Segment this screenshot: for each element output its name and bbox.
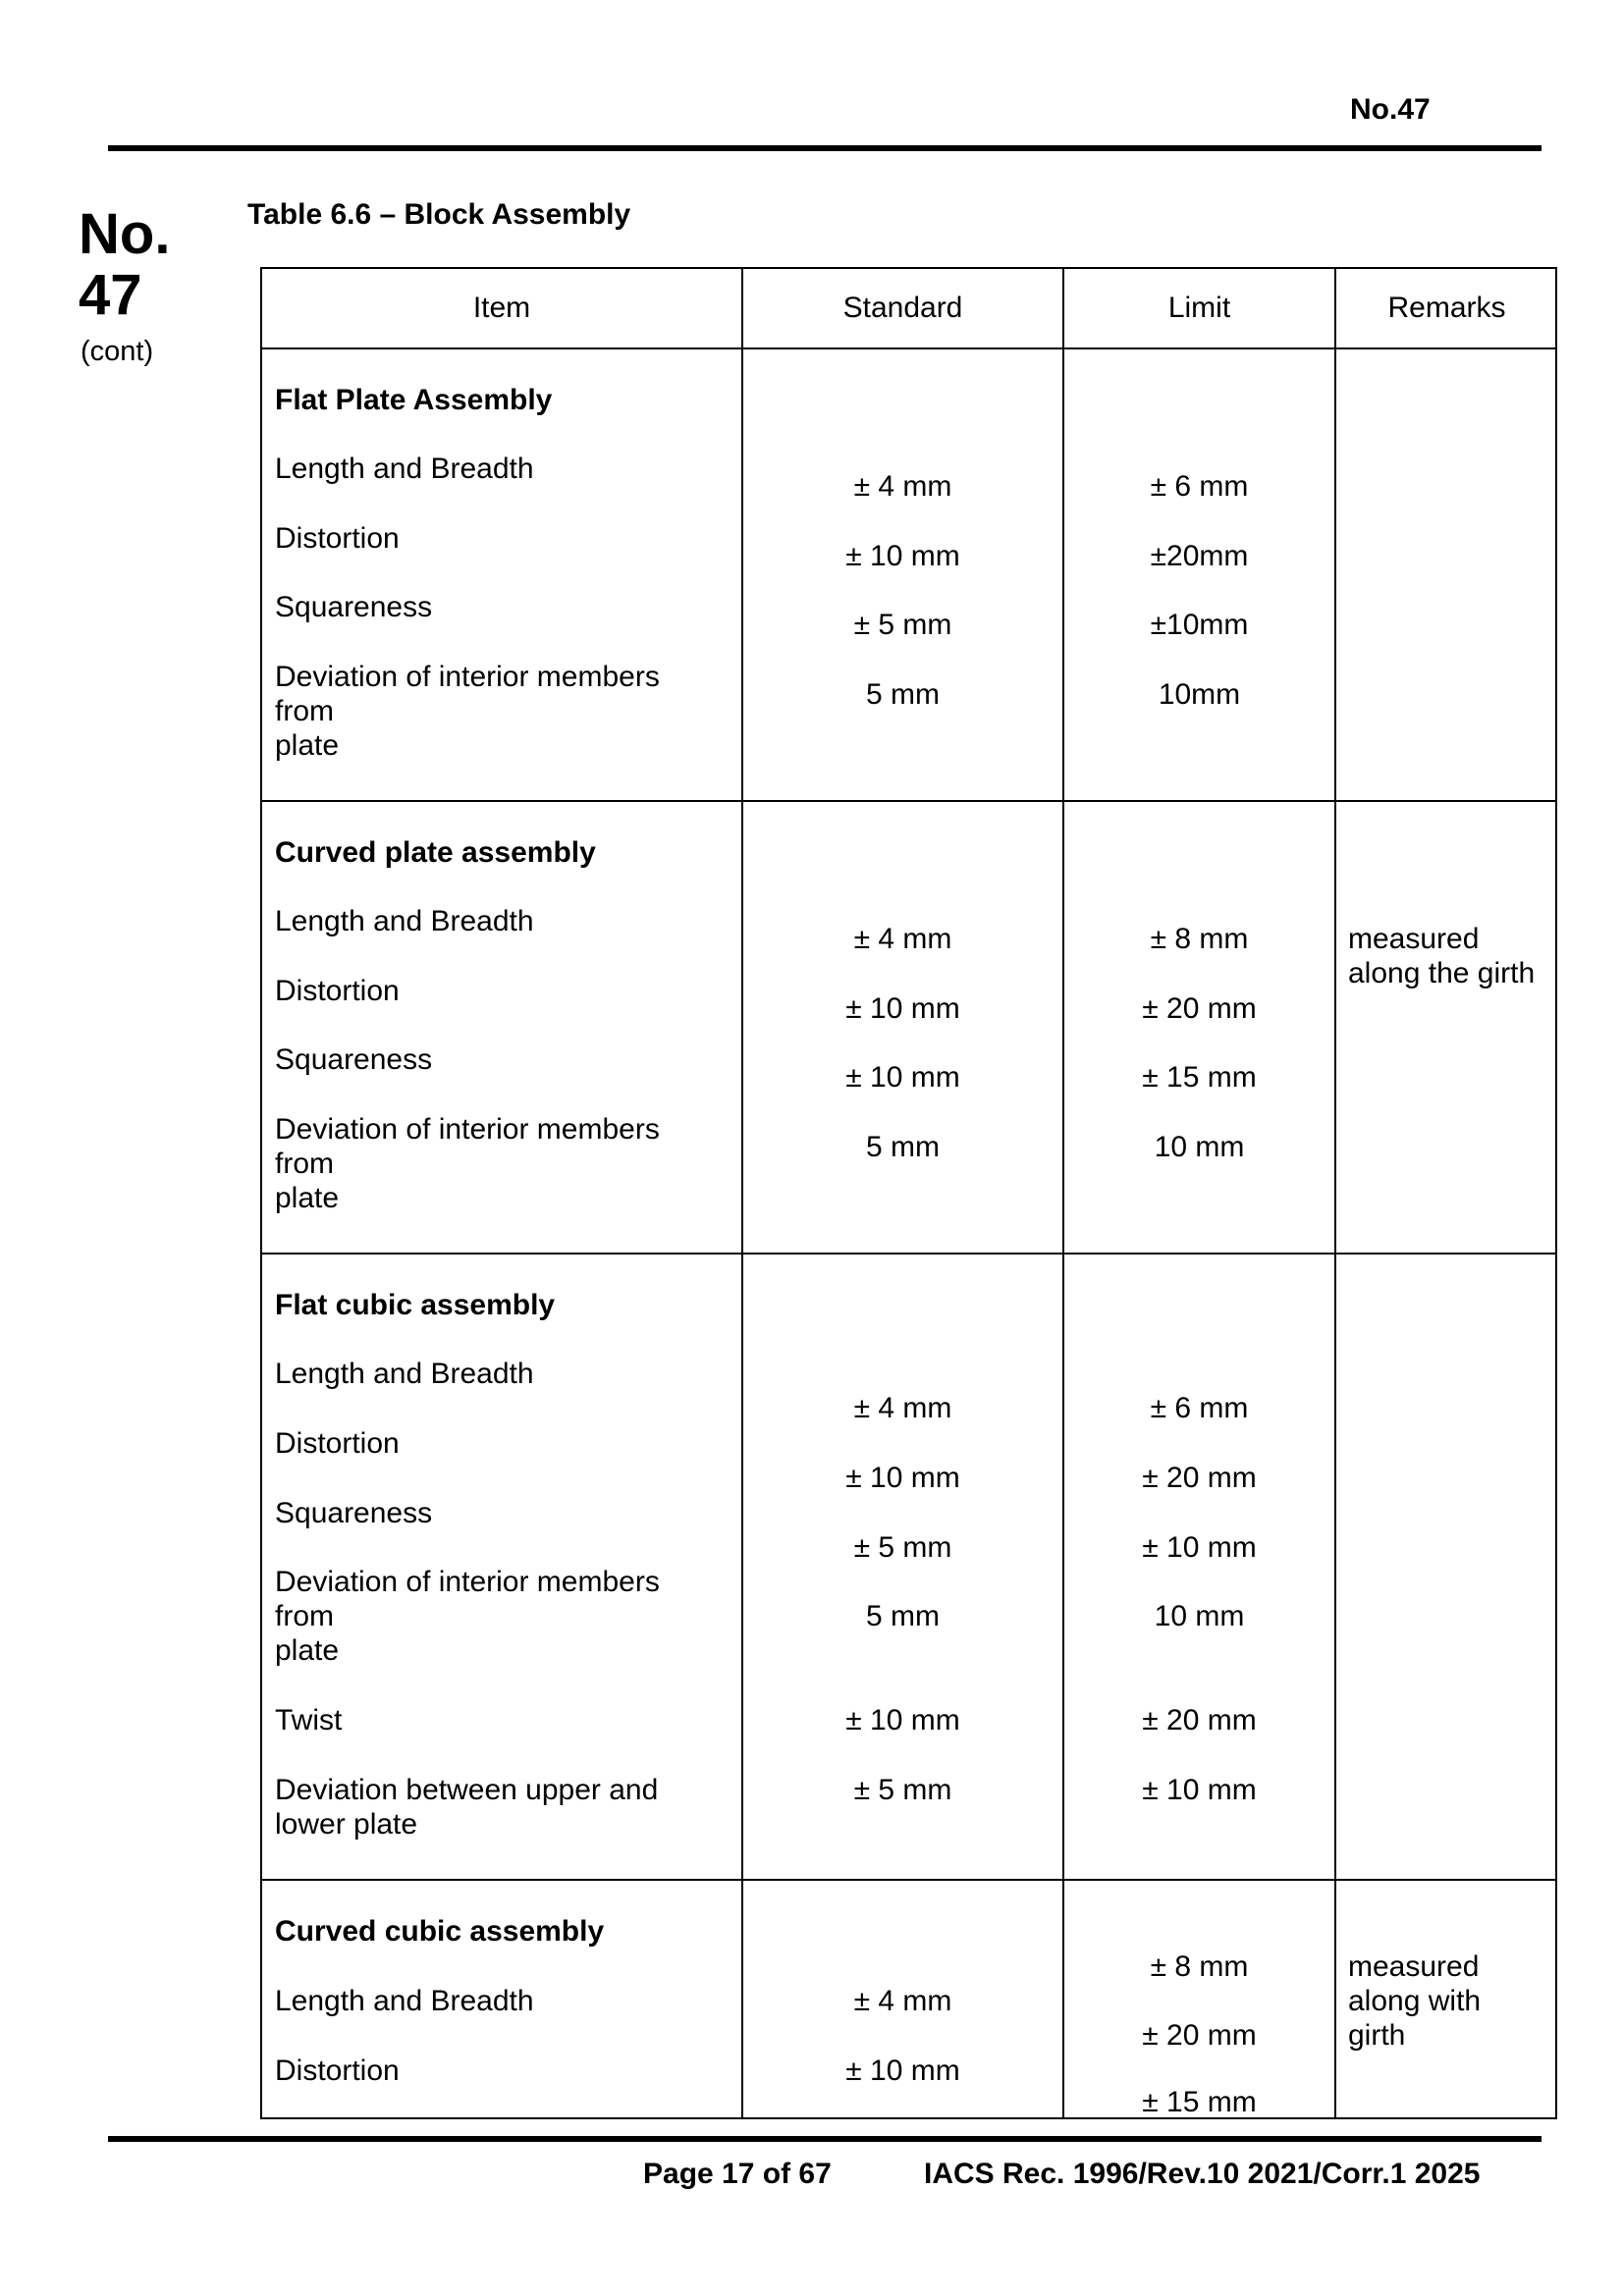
page-number: Page 17 of 67 <box>643 2158 832 2190</box>
limit-value: ± 20 mm <box>1142 1704 1257 1736</box>
section-heading: Flat Plate Assembly <box>275 384 553 416</box>
item-label: plate <box>275 729 340 762</box>
item-label: from <box>275 1148 334 1180</box>
item-label: Length and Breadth <box>275 453 534 485</box>
limit-value: ± 10 mm <box>1142 1531 1257 1564</box>
item-label: from <box>275 1600 334 1632</box>
limit-value: ±10mm <box>1150 609 1249 641</box>
row-divider <box>262 800 1555 802</box>
row-divider <box>262 1879 1555 1881</box>
side-number-label <box>79 204 170 326</box>
remarks-text: along with <box>1348 1985 1482 2017</box>
limit-value: ± 8 mm <box>1150 923 1249 955</box>
table-title: Table 6.6 – Block Assembly <box>247 198 631 231</box>
limit-value: ±20mm <box>1150 540 1249 572</box>
limit-value: ± 20 mm <box>1142 1462 1257 1494</box>
standard-value: ± 10 mm <box>845 992 960 1025</box>
document-number: No.47 <box>1350 93 1431 126</box>
item-label: lower plate <box>275 1808 418 1841</box>
item-label: Distortion <box>275 1427 400 1460</box>
standard-value: 5 mm <box>866 678 940 711</box>
remarks-text: measured <box>1348 923 1480 955</box>
item-label: Deviation of interior members <box>275 1566 660 1598</box>
item-label: plate <box>275 1182 340 1214</box>
limit-value: 10mm <box>1158 678 1241 711</box>
item-label: Deviation of interior members <box>275 1113 660 1146</box>
column-header-limit: Limit <box>1167 292 1231 324</box>
row-divider <box>262 347 1555 349</box>
item-label: Length and Breadth <box>275 1985 534 2017</box>
remarks-text: measured <box>1348 1950 1480 1983</box>
header-rule <box>108 145 1542 151</box>
item-label: Distortion <box>275 975 400 1007</box>
item-label: Distortion <box>275 2055 400 2087</box>
standard-value: ± 10 mm <box>845 2055 960 2087</box>
standard-value: ± 5 mm <box>853 609 952 641</box>
standard-value: ± 10 mm <box>845 1704 960 1736</box>
standard-value: ± 10 mm <box>845 1061 960 1094</box>
item-label: from <box>275 695 334 727</box>
column-header-item: Item <box>472 292 531 324</box>
item-label: Squareness <box>275 591 433 623</box>
standard-value: ± 10 mm <box>845 540 960 572</box>
limit-value: ± 8 mm <box>1150 1950 1249 1983</box>
standard-value: 5 mm <box>866 1600 940 1632</box>
footer-rule <box>108 2136 1542 2142</box>
section-heading: Flat cubic assembly <box>275 1289 556 1321</box>
column-divider <box>1334 269 1336 2117</box>
column-header-remarks: Remarks <box>1387 292 1506 324</box>
item-label: Length and Breadth <box>275 905 534 937</box>
item-label: Squareness <box>275 1497 433 1529</box>
column-header-standard: Standard <box>842 292 963 324</box>
side-number-text: 47 <box>79 263 142 327</box>
limit-value: 10 mm <box>1154 1131 1245 1163</box>
remarks-text: girth <box>1348 2019 1406 2052</box>
limit-value: ± 6 mm <box>1150 1392 1249 1424</box>
limit-value: ± 20 mm <box>1142 2019 1257 2052</box>
standard-value: ± 4 mm <box>853 1985 952 2017</box>
limit-value: ± 15 mm <box>1142 1061 1257 1094</box>
limit-value: ± 15 mm <box>1142 2086 1257 2118</box>
limit-value: ± 20 mm <box>1142 992 1257 1025</box>
item-label: Deviation of interior members <box>275 661 660 693</box>
limit-value: 10 mm <box>1154 1600 1245 1632</box>
standard-value: 5 mm <box>866 1131 940 1163</box>
item-label: Distortion <box>275 522 400 555</box>
limit-value: ± 6 mm <box>1150 470 1249 503</box>
limit-value: ± 10 mm <box>1142 1774 1257 1806</box>
standard-value: ± 4 mm <box>853 470 952 503</box>
standard-value: ± 4 mm <box>853 923 952 955</box>
side-no-text: No. <box>79 202 171 266</box>
standard-value: ± 10 mm <box>845 1462 960 1494</box>
row-divider <box>262 1253 1555 1255</box>
item-label: Squareness <box>275 1043 433 1076</box>
section-heading: Curved plate assembly <box>275 836 596 869</box>
item-label: Length and Breadth <box>275 1358 534 1390</box>
item-label: plate <box>275 1634 340 1667</box>
standard-value: ± 4 mm <box>853 1392 952 1424</box>
standard-value: ± 5 mm <box>853 1531 952 1564</box>
item-label: Deviation between upper and <box>275 1774 659 1806</box>
section-heading: Curved cubic assembly <box>275 1915 605 1948</box>
block-assembly-table <box>260 267 1557 2119</box>
standard-value: ± 5 mm <box>853 1774 952 1806</box>
item-label: Twist <box>275 1704 343 1736</box>
document-reference: IACS Rec. 1996/Rev.10 2021/Corr.1 2025 <box>924 2158 1481 2190</box>
remarks-text: along the girth <box>1348 957 1536 989</box>
side-cont-label: (cont) <box>81 336 154 367</box>
